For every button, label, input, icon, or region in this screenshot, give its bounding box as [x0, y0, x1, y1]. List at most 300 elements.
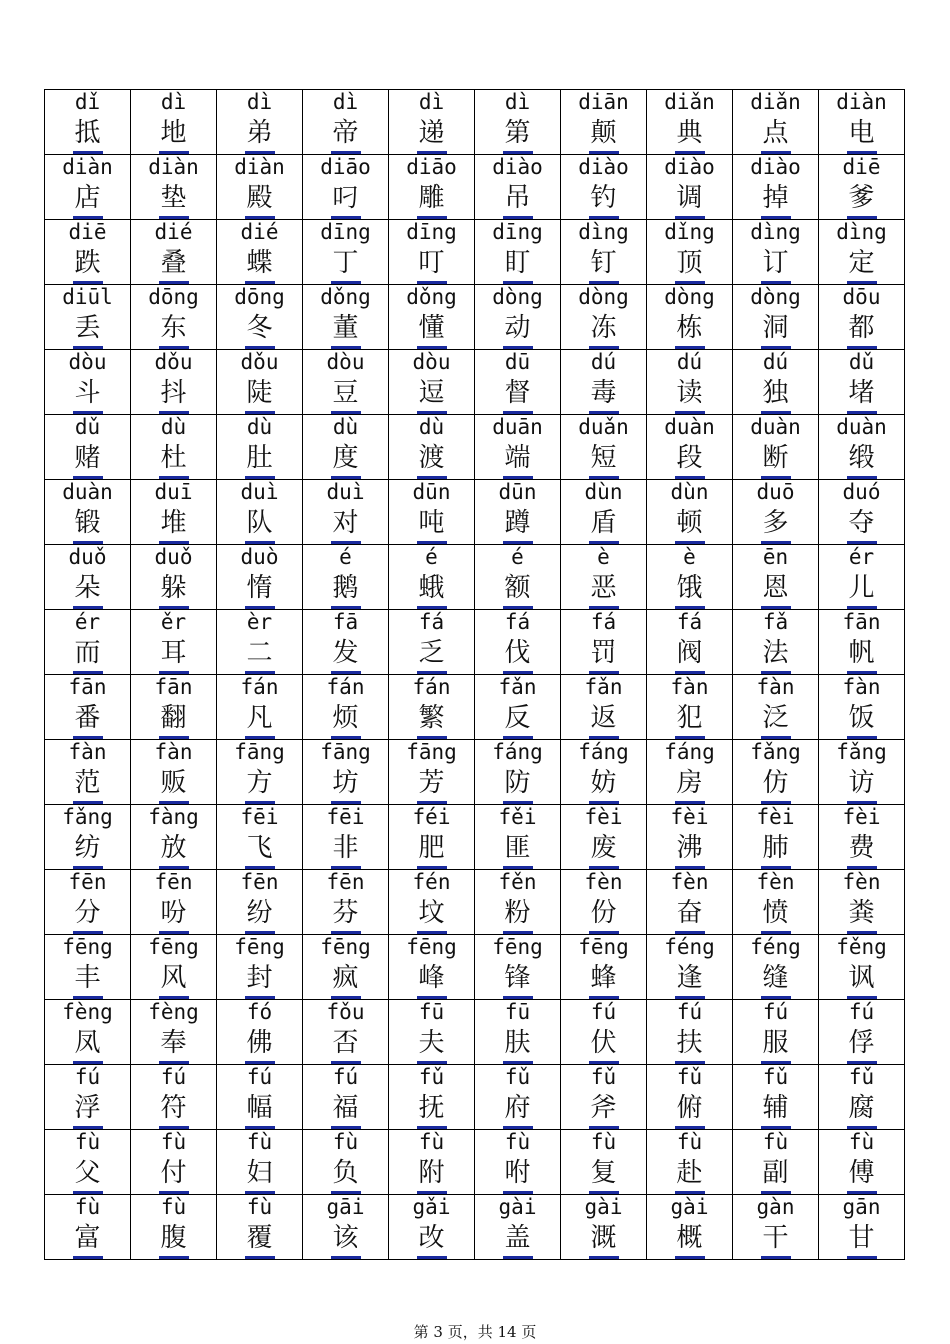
pinyin-label: fù: [332, 1130, 359, 1154]
character-cell: [45, 90, 131, 155]
hanzi-character: 蹲: [504, 508, 531, 538]
hanzi-character: 改: [418, 1223, 445, 1253]
hanzi-character: 复: [590, 1158, 617, 1188]
pinyin-label: fú: [246, 1065, 273, 1089]
pinyin-label: duǎn: [578, 415, 629, 439]
hanzi-character: 鹅: [332, 573, 359, 603]
hanzi-character: 惰: [246, 573, 273, 603]
pinyin-label: fǔ: [504, 1065, 531, 1089]
pinyin-label: fǎng: [836, 740, 887, 764]
pinyin-label: fèi: [670, 805, 709, 829]
hanzi-character: 地: [160, 118, 187, 148]
character-cell: [131, 675, 217, 740]
pinyin-label: fēn: [154, 870, 193, 894]
character-cell: [561, 805, 647, 870]
hanzi-character: 洞: [762, 313, 789, 343]
hanzi-character: 放: [160, 833, 187, 863]
character-cell: [45, 545, 131, 610]
pinyin-label: dì: [418, 90, 445, 114]
character-cell: [647, 1065, 733, 1130]
pinyin-grid: [44, 89, 905, 1260]
character-cell: [647, 285, 733, 350]
pinyin-label: diàn: [62, 155, 113, 179]
hanzi-character: 而: [74, 638, 101, 668]
grid-row: [45, 675, 905, 740]
pinyin-label: fèng: [62, 1000, 113, 1024]
character-cell: [647, 1000, 733, 1065]
character-cell: [475, 740, 561, 805]
pinyin-label: dù: [418, 415, 445, 439]
pinyin-label: fàn: [68, 740, 107, 764]
pinyin-label: fù: [74, 1130, 101, 1154]
pinyin-label: dīng: [406, 220, 457, 244]
character-cell: [303, 350, 389, 415]
pinyin-label: gài: [670, 1195, 709, 1219]
character-cell: [733, 1065, 819, 1130]
hanzi-character: 斧: [590, 1093, 617, 1123]
character-cell: [561, 415, 647, 480]
pinyin-label: gàn: [756, 1195, 795, 1219]
character-cell: [45, 285, 131, 350]
hanzi-character: 跌: [74, 248, 101, 278]
character-cell: [217, 935, 303, 1000]
hanzi-character: 懂: [418, 313, 445, 343]
hanzi-character: 愤: [762, 898, 789, 928]
hanzi-character: 董: [332, 313, 359, 343]
hanzi-character: 发: [332, 638, 359, 668]
character-cell: [131, 805, 217, 870]
pinyin-label: féi: [412, 805, 451, 829]
character-cell: [733, 220, 819, 285]
hanzi-character: 盯: [504, 248, 531, 278]
pinyin-label: dǐ: [74, 90, 101, 114]
character-cell: [647, 740, 733, 805]
pinyin-label: fáng: [664, 740, 715, 764]
character-cell: [303, 480, 389, 545]
pinyin-label: dǒu: [154, 350, 193, 374]
pinyin-label: fèng: [148, 1000, 199, 1024]
character-cell: [389, 740, 475, 805]
character-cell: [45, 220, 131, 285]
pinyin-label: fù: [762, 1130, 789, 1154]
pinyin-label: ēn: [762, 545, 789, 569]
character-cell: [303, 805, 389, 870]
character-cell: [475, 805, 561, 870]
pinyin-label: dìng: [836, 220, 887, 244]
hanzi-character: 妇: [246, 1158, 273, 1188]
character-cell: [303, 545, 389, 610]
character-cell: [131, 1130, 217, 1195]
character-underline: [159, 1256, 189, 1259]
hanzi-character: 奋: [676, 898, 703, 928]
hanzi-character: 冬: [246, 313, 273, 343]
hanzi-character: 调: [676, 183, 703, 213]
grid-row: [45, 740, 905, 805]
hanzi-character: 佛: [246, 1028, 273, 1058]
hanzi-character: 贩: [160, 768, 187, 798]
pinyin-label: duàn: [664, 415, 715, 439]
character-cell: [819, 480, 905, 545]
pinyin-label: fá: [676, 610, 703, 634]
hanzi-character: 叠: [160, 248, 187, 278]
character-cell: [561, 610, 647, 675]
character-cell: [217, 155, 303, 220]
pinyin-label: fǔ: [676, 1065, 703, 1089]
pinyin-label: fēng: [320, 935, 371, 959]
character-cell: [733, 285, 819, 350]
pinyin-label: duàn: [750, 415, 801, 439]
hanzi-character: 翻: [160, 703, 187, 733]
pinyin-label: dú: [590, 350, 617, 374]
character-cell: [475, 1000, 561, 1065]
pinyin-label: fàn: [842, 675, 881, 699]
hanzi-character: 堆: [160, 508, 187, 538]
hanzi-character: 儿: [848, 573, 875, 603]
grid-row: [45, 1130, 905, 1195]
pinyin-label: diàn: [234, 155, 285, 179]
character-cell: [819, 220, 905, 285]
pinyin-label: diào: [664, 155, 715, 179]
pinyin-label: dú: [762, 350, 789, 374]
pinyin-label: duàn: [62, 480, 113, 504]
character-cell: [819, 1130, 905, 1195]
character-cell: [819, 935, 905, 1000]
character-cell: [217, 285, 303, 350]
pinyin-label: ér: [848, 545, 875, 569]
pinyin-label: gài: [498, 1195, 537, 1219]
character-cell: [45, 1130, 131, 1195]
pinyin-label: diào: [750, 155, 801, 179]
pinyin-label: fǔ: [762, 1065, 789, 1089]
character-cell: [45, 415, 131, 480]
pinyin-label: fēn: [240, 870, 279, 894]
pinyin-label: dīng: [492, 220, 543, 244]
character-cell: [45, 1065, 131, 1130]
character-cell: [561, 350, 647, 415]
pinyin-label: fēng: [492, 935, 543, 959]
hanzi-character: 恶: [590, 573, 617, 603]
grid-row: [45, 1195, 905, 1260]
pinyin-label: duàn: [836, 415, 887, 439]
pinyin-label: fǎ: [762, 610, 789, 634]
character-cell: [475, 870, 561, 935]
character-cell: [561, 1065, 647, 1130]
character-cell: [819, 350, 905, 415]
hanzi-character: 法: [762, 638, 789, 668]
grid-row: [45, 545, 905, 610]
character-cell: [647, 610, 733, 675]
character-cell: [217, 350, 303, 415]
hanzi-character: 咐: [504, 1158, 531, 1188]
character-cell: [475, 1130, 561, 1195]
hanzi-character: 断: [762, 443, 789, 473]
pinyin-label: dié: [240, 220, 279, 244]
character-cell: [303, 935, 389, 1000]
hanzi-character: 房: [676, 768, 703, 798]
character-cell: [217, 805, 303, 870]
pinyin-label: fǎng: [750, 740, 801, 764]
pinyin-label: diē: [842, 155, 881, 179]
pinyin-label: duó: [842, 480, 881, 504]
hanzi-character: 饭: [848, 703, 875, 733]
hanzi-character: 抖: [160, 378, 187, 408]
hanzi-character: 钉: [590, 248, 617, 278]
pinyin-label: èr: [246, 610, 273, 634]
pinyin-label: fáng: [492, 740, 543, 764]
character-cell: [561, 1000, 647, 1065]
hanzi-character: 钓: [590, 183, 617, 213]
pinyin-label: dùn: [584, 480, 623, 504]
pinyin-label: fǔ: [418, 1065, 445, 1089]
character-cell: [45, 1195, 131, 1260]
grid-row: [45, 935, 905, 1000]
hanzi-character: 附: [418, 1158, 445, 1188]
pinyin-label: duò: [240, 545, 279, 569]
character-cell: [217, 740, 303, 805]
hanzi-character: 杜: [160, 443, 187, 473]
character-cell: [647, 90, 733, 155]
character-cell: [303, 675, 389, 740]
pinyin-label: fěn: [498, 870, 537, 894]
hanzi-character: 督: [504, 378, 531, 408]
hanzi-character: 盖: [504, 1223, 531, 1253]
pinyin-label: fú: [590, 1000, 617, 1024]
hanzi-character: 副: [762, 1158, 789, 1188]
character-cell: [303, 1130, 389, 1195]
character-cell: [45, 740, 131, 805]
pinyin-grid-sheet: [44, 89, 902, 1260]
hanzi-character: 粉: [504, 898, 531, 928]
character-cell: [475, 220, 561, 285]
hanzi-character: 盾: [590, 508, 617, 538]
hanzi-character: 叮: [418, 248, 445, 278]
pinyin-label: duī: [154, 480, 193, 504]
hanzi-character: 防: [504, 768, 531, 798]
character-cell: [389, 545, 475, 610]
pinyin-label: dùn: [670, 480, 709, 504]
pinyin-label: dì: [332, 90, 359, 114]
pinyin-label: diǎn: [664, 90, 715, 114]
pinyin-label: diàn: [836, 90, 887, 114]
hanzi-character: 缎: [848, 443, 875, 473]
pinyin-label: fāng: [234, 740, 285, 764]
character-cell: [217, 1195, 303, 1260]
character-cell: [647, 350, 733, 415]
character-cell: [733, 1130, 819, 1195]
hanzi-character: 废: [590, 833, 617, 863]
hanzi-character: 订: [762, 248, 789, 278]
character-cell: [131, 740, 217, 805]
hanzi-character: 饿: [676, 573, 703, 603]
pinyin-label: fǎn: [498, 675, 537, 699]
character-cell: [45, 935, 131, 1000]
character-cell: [733, 1195, 819, 1260]
character-cell: [819, 805, 905, 870]
pinyin-label: dǔ: [74, 415, 101, 439]
hanzi-character: 辅: [762, 1093, 789, 1123]
character-cell: [217, 415, 303, 480]
pinyin-label: ér: [74, 610, 101, 634]
character-cell: [217, 1130, 303, 1195]
character-cell: [45, 350, 131, 415]
hanzi-character: 躲: [160, 573, 187, 603]
pinyin-label: fáng: [578, 740, 629, 764]
pinyin-label: fū: [418, 1000, 445, 1024]
character-cell: [131, 155, 217, 220]
character-cell: [45, 1000, 131, 1065]
hanzi-character: 烦: [332, 703, 359, 733]
pinyin-label: dòng: [578, 285, 629, 309]
character-cell: [733, 935, 819, 1000]
hanzi-character: 覆: [246, 1223, 273, 1253]
hanzi-character: 陡: [246, 378, 273, 408]
character-cell: [733, 870, 819, 935]
hanzi-character: 腐: [848, 1093, 875, 1123]
character-cell: [389, 1195, 475, 1260]
hanzi-character: 蝶: [246, 248, 273, 278]
character-cell: [45, 155, 131, 220]
character-cell: [733, 415, 819, 480]
pinyin-label: fǔ: [848, 1065, 875, 1089]
pinyin-label: diē: [68, 220, 107, 244]
pinyin-label: fǒu: [326, 1000, 365, 1024]
pinyin-label: dǒng: [406, 285, 457, 309]
hanzi-character: 奉: [160, 1028, 187, 1058]
hanzi-character: 锻: [74, 508, 101, 538]
character-underline: [761, 1256, 791, 1259]
hanzi-character: 独: [762, 378, 789, 408]
hanzi-character: 赌: [74, 443, 101, 473]
hanzi-character: 定: [848, 248, 875, 278]
character-cell: [819, 740, 905, 805]
character-cell: [217, 610, 303, 675]
character-underline: [73, 1256, 103, 1259]
pinyin-label: fú: [332, 1065, 359, 1089]
hanzi-character: 堵: [848, 378, 875, 408]
pinyin-label: fàn: [154, 740, 193, 764]
pinyin-label: dōng: [234, 285, 285, 309]
character-cell: [819, 870, 905, 935]
character-cell: [819, 1195, 905, 1260]
pinyin-label: fěng: [836, 935, 887, 959]
hanzi-character: 肥: [418, 833, 445, 863]
hanzi-character: 芳: [418, 768, 445, 798]
hanzi-character: 番: [74, 703, 101, 733]
hanzi-character: 抚: [418, 1093, 445, 1123]
hanzi-character: 分: [74, 898, 101, 928]
grid-row: [45, 285, 905, 350]
hanzi-character: 渡: [418, 443, 445, 473]
hanzi-character: 费: [848, 833, 875, 863]
character-cell: [733, 545, 819, 610]
pinyin-label: diāo: [320, 155, 371, 179]
grid-row: [45, 1065, 905, 1130]
hanzi-character: 负: [332, 1158, 359, 1188]
grid-row: [45, 1000, 905, 1065]
character-cell: [45, 480, 131, 545]
hanzi-character: 府: [504, 1093, 531, 1123]
hanzi-character: 多: [762, 508, 789, 538]
hanzi-character: 泛: [762, 703, 789, 733]
character-cell: [475, 155, 561, 220]
character-cell: [45, 610, 131, 675]
character-cell: [131, 220, 217, 285]
character-cell: [733, 610, 819, 675]
pinyin-label: diān: [578, 90, 629, 114]
hanzi-character: 斗: [74, 378, 101, 408]
hanzi-character: 返: [590, 703, 617, 733]
hanzi-character: 份: [590, 898, 617, 928]
hanzi-character: 叼: [332, 183, 359, 213]
pinyin-label: dù: [246, 415, 273, 439]
hanzi-character: 乏: [418, 638, 445, 668]
hanzi-character: 罚: [590, 638, 617, 668]
character-cell: [217, 1065, 303, 1130]
character-cell: [131, 1195, 217, 1260]
pinyin-label: fēng: [578, 935, 629, 959]
hanzi-character: 吊: [504, 183, 531, 213]
character-underline: [331, 1256, 361, 1259]
pinyin-label: fù: [676, 1130, 703, 1154]
pinyin-label: fèn: [842, 870, 881, 894]
character-cell: [303, 90, 389, 155]
character-cell: [389, 90, 475, 155]
hanzi-character: 殿: [246, 183, 273, 213]
pinyin-label: dì: [504, 90, 531, 114]
pinyin-label: dōu: [842, 285, 881, 309]
pinyin-label: dòng: [750, 285, 801, 309]
pinyin-label: è: [683, 545, 696, 569]
pinyin-label: fù: [160, 1130, 187, 1154]
character-cell: [389, 610, 475, 675]
character-cell: [561, 870, 647, 935]
hanzi-character: 幅: [246, 1093, 273, 1123]
pinyin-label: féng: [750, 935, 801, 959]
hanzi-character: 逗: [418, 378, 445, 408]
hanzi-character: 吨: [418, 508, 445, 538]
hanzi-character: 颠: [590, 118, 617, 148]
character-cell: [819, 1000, 905, 1065]
hanzi-character: 俯: [676, 1093, 703, 1123]
hanzi-character: 峰: [418, 963, 445, 993]
character-cell: [475, 480, 561, 545]
pinyin-label: fēn: [68, 870, 107, 894]
character-cell: [389, 675, 475, 740]
character-cell: [561, 90, 647, 155]
pinyin-label: fān: [842, 610, 881, 634]
pinyin-label: fèi: [756, 805, 795, 829]
pinyin-label: fú: [848, 1000, 875, 1024]
character-cell: [389, 155, 475, 220]
pinyin-label: fàn: [756, 675, 795, 699]
pinyin-label: diàn: [148, 155, 199, 179]
pinyin-label: dòng: [492, 285, 543, 309]
character-cell: [647, 480, 733, 545]
pinyin-label: fù: [590, 1130, 617, 1154]
pinyin-label: fēng: [406, 935, 457, 959]
character-cell: [647, 870, 733, 935]
character-cell: [217, 480, 303, 545]
pinyin-label: fán: [240, 675, 279, 699]
pinyin-label: fēng: [234, 935, 285, 959]
pinyin-label: diào: [492, 155, 543, 179]
pinyin-label: dū: [504, 350, 531, 374]
hanzi-character: 飞: [246, 833, 273, 863]
pinyin-label: duān: [492, 415, 543, 439]
hanzi-character: 蜂: [590, 963, 617, 993]
pinyin-label: ěr: [160, 610, 187, 634]
pinyin-label: fāng: [320, 740, 371, 764]
